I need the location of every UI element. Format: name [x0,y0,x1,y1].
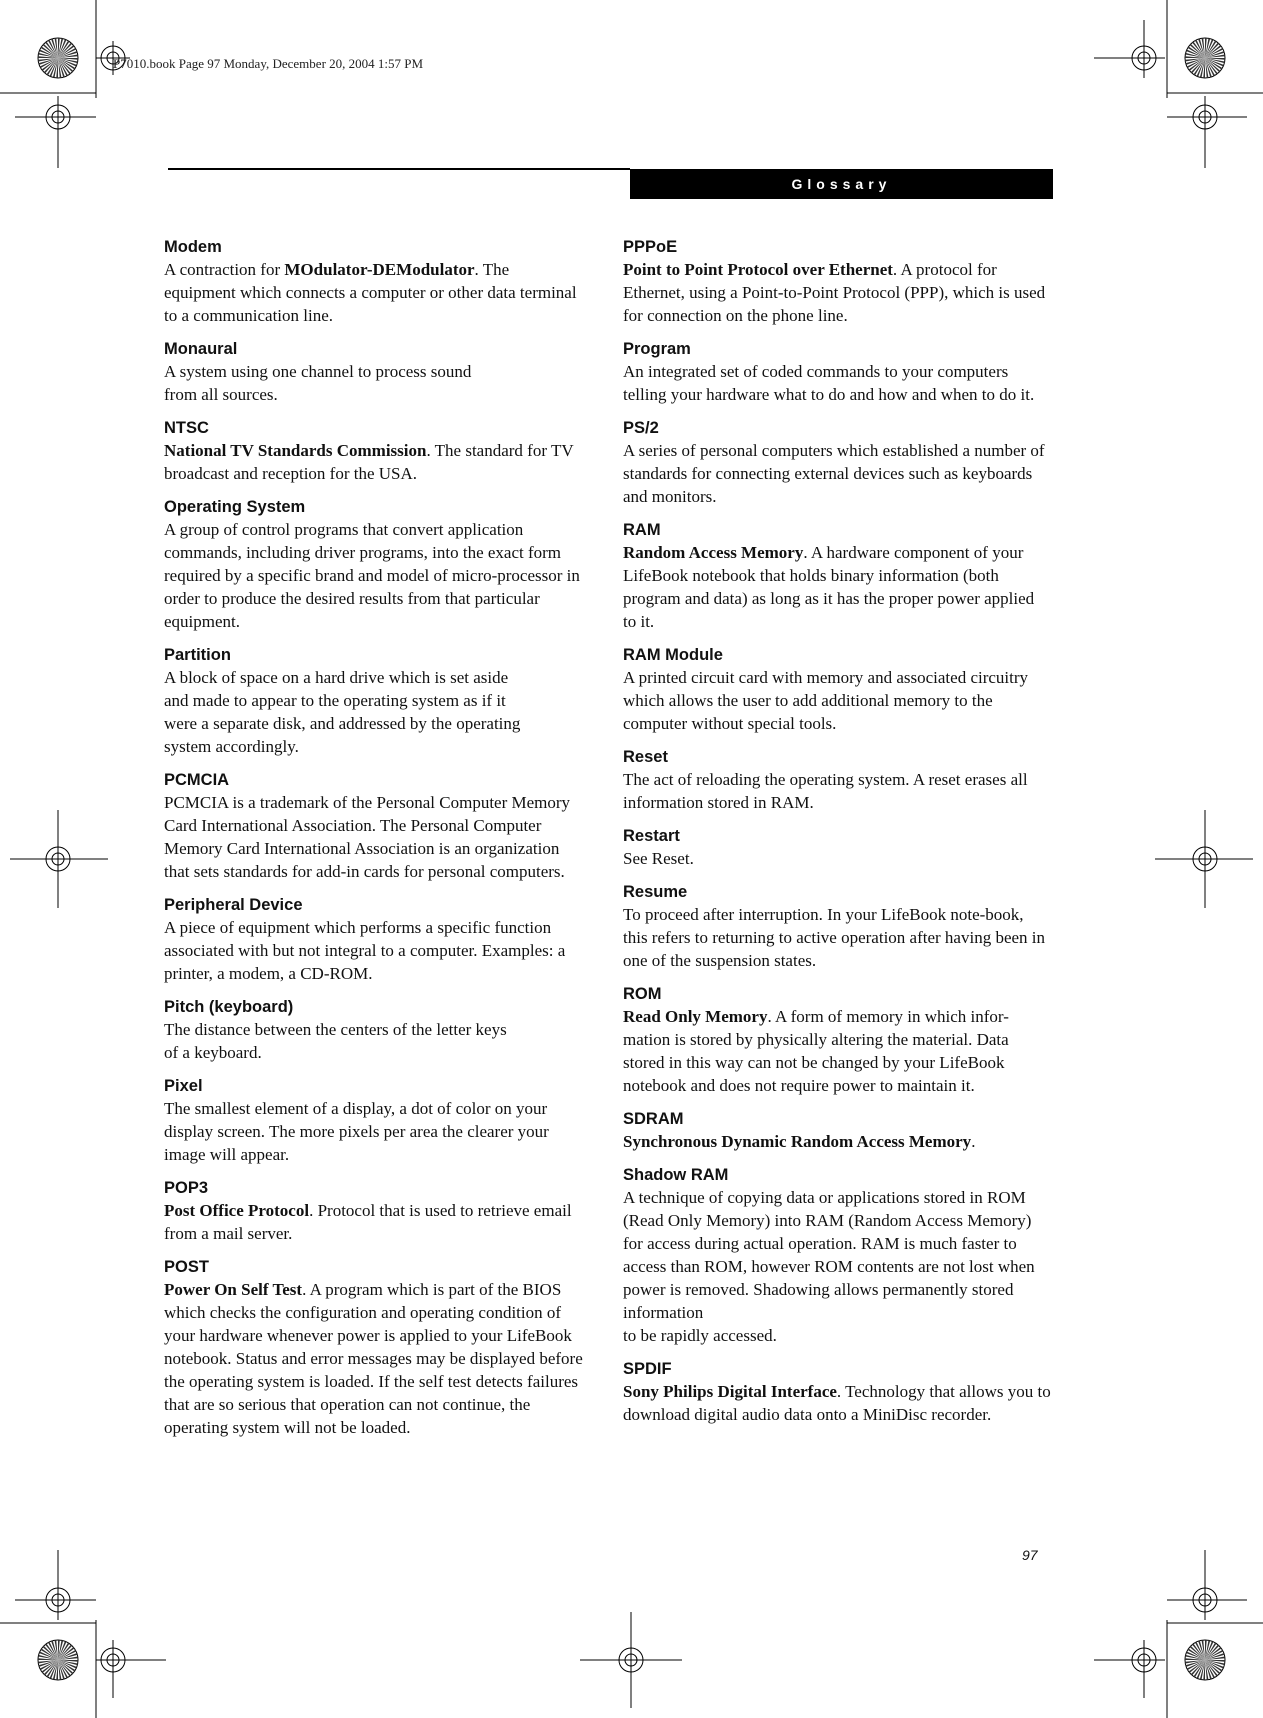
starburst-ray [1203,58,1205,78]
glossary-entry [623,338,1051,406]
glossary-term: Reset [623,748,668,766]
definition-text: . A program which is part of the BIOS which checks the configuration and operating condition of your hardware whenever power is applied to your LifeBook notebook. Status and error messages may be displayed before the operating system is loaded. If the self test detects failures that are so serious that operation can not continue, the operating system will not be loaded. [164,1280,583,1437]
crosshair-mark-top-left-b [0,93,96,168]
glossary-entry [623,644,1051,735]
starburst-ray [1185,56,1205,58]
starburst-ray [1194,1660,1205,1677]
starburst-ray [38,1660,58,1663]
starburst-ray [1205,45,1221,58]
starburst-ray [48,1642,58,1660]
starburst-ray [38,53,58,58]
starburst-ray [1205,58,1220,72]
starburst-ray [1186,1652,1205,1660]
starburst-ray [1205,58,1212,77]
starburst-ray [1205,1657,1225,1660]
starburst-ray [1205,1660,1212,1679]
glossary-entry [164,996,584,1064]
starburst-ray [38,58,58,61]
starburst-ray [1205,1641,1213,1660]
definition-text: A printed circuit card with memory and associated circuitry which allows the user to add additional memory to the computer without special tools. [623,668,1029,733]
starburst-ray [58,1650,76,1660]
glossary-definition [164,666,584,758]
definition-text: from all sources. [164,385,278,404]
glossary-entry [164,644,584,758]
definition-text: . A form of memory in which infor-mation is stored by physically altering the material. Data stored in this way can not be changed by your LifeBook notebook and does not require power to maintain it. [623,1007,1009,1095]
starburst-mark-top-left [38,38,78,78]
glossary-entry [623,983,1051,1097]
starburst-ray [1205,58,1222,69]
crosshair-mark-mid-left [10,810,108,908]
definition-acronym-expansion: Synchronous Dynamic Random Access Memory [623,1132,972,1151]
definition-text: . The standard for TV broadcast and reception for the USA. [164,441,574,483]
starburst-ray [1205,38,1207,58]
glossary-definition [164,791,584,883]
starburst-ray [1185,58,1205,61]
starburst-ray [1197,1660,1205,1679]
definition-text: A series of personal computers which established a number of standards for connecting external devices such as keyboards and monitors. [623,441,1045,506]
crosshair-mark-bottom-center [580,1612,682,1708]
glossary-entry [623,1358,1051,1426]
glossary-entry [164,894,584,985]
definition-text: were a separate disk, and addressed by the operating [164,714,521,733]
starburst-ray [1205,58,1208,78]
starburst-ray [55,1640,58,1660]
glossary-term: Monaural [164,340,238,358]
starburst-ray [1186,58,1205,65]
glossary-definition [623,847,1051,870]
glossary-entry [164,417,584,485]
glossary-term: Restart [623,827,680,845]
starburst-ray [45,1644,58,1660]
glossary-definition [623,439,1051,508]
starburst-ray [58,48,76,58]
starburst-ray [41,47,58,58]
glossary-term: PS/2 [623,419,659,437]
starburst-ray [38,1658,58,1660]
glossary-definition [164,439,584,485]
starburst-ray [58,58,65,77]
glossary-entry [623,746,1051,814]
glossary-definition [164,1018,584,1064]
starburst-ray [1205,41,1216,58]
starburst-ray [58,1647,74,1660]
glossary-definition [164,360,584,406]
starburst-ray [47,1660,58,1677]
glossary-term: NTSC [164,419,209,437]
glossary-definition [623,768,1051,814]
starburst-ray [58,1640,60,1660]
starburst-ray [1188,47,1205,58]
glossary-term: RAM [623,521,661,539]
glossary-definition [623,1130,1051,1153]
starburst-ray [1186,50,1205,58]
starburst-ray [50,58,58,77]
starburst-ray [1203,1660,1205,1680]
starburst-ray [1205,58,1225,60]
glossary-term: Operating System [164,498,306,516]
glossary-entry [623,825,1051,870]
glossary-definition [623,666,1051,735]
starburst-ray [44,58,58,73]
starburst-ray [1191,58,1205,73]
starburst-ray [58,58,77,66]
starburst-ray [1200,58,1205,78]
starburst-ray [1191,1660,1205,1675]
starburst-ray [58,1640,63,1660]
definition-text: A technique of copying data or applications stored in ROM (Read Only Memory) into RAM (Random Access Memory) for access during actual operation. RAM is much faster to access than ROM, however ROM contents are not lost when power is removed. Shadowing allows permanently stored information [623,1188,1035,1322]
glossary-term: Modem [164,238,222,256]
starburst-ray [58,58,73,72]
starburst-ray [1205,1653,1224,1660]
crosshair-mark-bottom-left-b [15,1600,166,1718]
print-slug: P7010.book Page 97 Monday, December 20, 2004 1:57 PM [113,56,424,71]
starburst-ray [1205,1647,1221,1660]
starburst-ray [1189,58,1205,71]
crosshair-mark-bottom-right-a [1167,1550,1263,1623]
starburst-ray [1192,1644,1205,1660]
starburst-ray [58,45,74,58]
starburst-ray [58,1660,75,1671]
starburst-ray [1198,39,1205,58]
definition-text: . Technology that allows you to download digital audio data onto a MiniDisc recorder. [623,1382,1051,1424]
starburst-ray [58,58,71,74]
definition-acronym-expansion: Point to Point Protocol over Ethernet [623,260,893,279]
glossary-entry [164,338,584,406]
starburst-ray [58,58,75,69]
glossary-definition [164,1199,584,1245]
glossary-entry [164,1177,584,1245]
glossary-term: Resume [623,883,688,901]
glossary-entry [623,1164,1051,1347]
starburst-ray [1205,43,1219,58]
starburst-ray [1186,1660,1205,1667]
definition-text: . Protocol that is used to retrieve email from a mail server. [164,1201,572,1243]
starburst-ray [1205,1660,1218,1676]
crosshair-mark-top-right-b [1167,93,1263,168]
starburst-ray [1202,38,1205,58]
definition-text: to be rapidly accessed. [623,1326,777,1345]
starburst-ray [1205,1660,1220,1674]
definition-text: To proceed after interruption. In your LifeBook note-book, this refers to returning to active operation after having been in one of the suspension states. [623,905,1046,970]
starburst-ray [39,1660,58,1667]
starburst-ray [1205,1660,1224,1668]
starburst-ray [1197,58,1205,77]
section-header: Glossary [630,169,1053,199]
starburst-ray [38,1655,58,1660]
glossary-column-left [164,236,584,1450]
starburst-ray [58,58,78,63]
starburst-mark-bottom-left [38,1640,78,1680]
glossary-entry [623,417,1051,508]
page-number: 97 [1022,1547,1038,1563]
starburst-ray [1190,1646,1205,1660]
glossary-entry [164,769,584,883]
starburst-ray [58,1660,65,1679]
crosshair-mark-mid-right [1155,810,1253,908]
starburst-ray [39,58,58,65]
definition-acronym-expansion: Post Office Protocol [164,1201,310,1220]
definition-text: PCMCIA is a trademark of the Personal Computer Memory Card International Association. The Personal Computer Memory Card International Association is an organization that sets standards for add-in cards for personal computers. [164,793,571,881]
definition-text: The smallest element of a display, a dot of color on your display screen. The more pixels per area the clearer your image will appear. [164,1099,549,1164]
definition-text: A block of space on a hard drive which is set aside [164,668,509,687]
glossary-entry [164,496,584,633]
crosshair-mark-bottom-left-a [0,1550,96,1623]
starburst-ray [1185,53,1205,58]
crosshair-mark-bottom-right-b [1094,1600,1247,1718]
starburst-ray [56,58,58,78]
starburst-ray [58,1660,61,1680]
definition-text: of a keyboard. [164,1043,262,1062]
definition-text: An integrated set of coded commands to your computers telling your hardware what to do and how and when to do it. [623,362,1035,404]
definition-text: A contraction for [164,260,285,279]
starburst-ray [40,58,58,68]
starburst-ray [1189,1660,1205,1673]
glossary-definition [623,1005,1051,1097]
glossary-definition [164,518,584,633]
glossary-term: Partition [164,646,231,664]
starburst-ray [58,41,69,58]
definition-text: . A protocol for Ethernet, using a Point-to-Point Protocol (PPP), which is used for connection on the phone line. [623,260,1046,325]
starburst-ray [1205,48,1223,58]
starburst-ray [58,1645,72,1660]
definition-acronym-expansion: Random Access Memory [623,543,804,562]
definition-acronym-expansion: Sony Philips Digital Interface [623,1382,837,1401]
starburst-ray [58,1653,77,1660]
starburst-ray [39,1652,58,1660]
starburst-ray [55,38,58,58]
glossary-term: ROM [623,985,662,1003]
starburst-mark-top-right [1185,38,1225,78]
starburst-ray [50,1660,58,1679]
starburst-ray [1205,1660,1208,1680]
starburst-ray [47,58,58,75]
starburst-ray [58,1660,73,1674]
starburst-ray [58,1660,71,1676]
definition-text: A system using one channel to process sound [164,362,472,381]
starburst-ray [1205,1640,1210,1660]
definition-text: system accordingly. [164,737,299,756]
glossary-term: RAM Module [623,646,723,664]
starburst-ray [39,50,58,58]
starburst-ray [58,1657,78,1660]
starburst-ray [53,1660,58,1680]
starburst-ray [58,1643,69,1660]
glossary-term: Pixel [164,1077,203,1095]
starburst-ray [58,1660,78,1665]
starburst-ray [42,1660,58,1673]
glossary-term: SDRAM [623,1110,684,1128]
starburst-ray [1205,58,1215,76]
starburst-ray [43,1646,58,1660]
glossary-entry [623,519,1051,633]
definition-text: A group of control programs that convert application commands, including driver programs, into the exact form required by a specific brand and model of micro-processor in order to produce the desired results from that particular equipment. [164,520,580,631]
starburst-ray [1195,1642,1205,1660]
starburst-ray [41,1649,58,1660]
starburst-ray [58,43,72,58]
starburst-ray [1205,1643,1216,1660]
glossary-definition [623,1380,1051,1426]
starburst-ray [1205,1660,1225,1665]
glossary-term: Program [623,340,691,358]
starburst-ray [42,58,58,71]
starburst-ray [1205,1660,1215,1678]
definition-acronym-expansion: Power On Self Test [164,1280,303,1299]
glossary-entry [623,881,1051,972]
definition-text: A piece of equipment which performs a specific function associated with but not integral to a computer. Examples: a printer, a modem, a CD-ROM. [164,918,566,983]
header-rule [168,168,630,170]
glossary-definition [623,903,1051,972]
starburst-ray [58,1660,68,1678]
starburst-ray [1200,1660,1205,1680]
starburst-ray [58,58,61,78]
glossary-entry [623,1108,1051,1153]
glossary-entry [623,236,1051,327]
starburst-ray [58,58,78,60]
starburst-ray [1205,58,1218,74]
starburst-ray [44,1660,58,1675]
starburst-ray [1187,1660,1205,1670]
glossary-entry [164,1256,584,1439]
definition-text: . The equipment which connects a computer or other data terminal to a communication line. [164,260,577,325]
starburst-ray [1205,1645,1219,1660]
starburst-ray [1205,38,1210,58]
starburst-ray [40,1660,58,1670]
starburst-ray [58,1641,66,1660]
starburst-ray [1205,58,1224,66]
starburst-ray [58,38,63,58]
definition-text: The distance between the centers of the letter keys [164,1020,507,1039]
starburst-ray [1192,42,1205,58]
glossary-definition [623,1186,1051,1347]
starburst-ray [58,39,66,58]
starburst-ray [58,38,60,58]
glossary-term: SPDIF [623,1360,672,1378]
glossary-definition [623,541,1051,633]
starburst-ray [48,40,58,58]
definition-text: See Reset. [623,849,694,868]
definition-acronym-expansion: MOdulator-DEModulator [284,260,475,279]
starburst-ray [1205,1660,1225,1662]
starburst-ray [1190,44,1205,58]
glossary-definition [164,916,584,985]
starburst-ray [1205,51,1224,58]
starburst-ray [43,44,58,58]
glossary-term: POP3 [164,1179,209,1197]
starburst-ray [1202,1640,1205,1660]
starburst-ray [1185,1658,1205,1660]
glossary-definition [623,258,1051,327]
starburst-ray [58,58,68,76]
starburst-ray [58,51,77,58]
starburst-ray [58,1660,77,1668]
glossary-term: PCMCIA [164,771,230,789]
glossary-term: Peripheral Device [164,896,303,914]
starburst-mark-bottom-right [1185,1640,1225,1680]
definition-text: and made to appear to the operating system as if it [164,691,506,710]
starburst-ray [1205,55,1225,58]
glossary-definition [623,360,1051,406]
starburst-ray [51,1641,58,1660]
starburst-ray [58,55,78,58]
starburst-ray [1205,39,1213,58]
starburst-ray [45,42,58,58]
starburst-ray [1205,58,1225,63]
definition-text: . [971,1132,976,1151]
glossary-term: Shadow RAM [623,1166,729,1184]
glossary-definition [164,1278,584,1439]
starburst-ray [1185,1660,1205,1663]
starburst-ray [1195,40,1205,58]
crosshair-mark-top-right-a [1094,0,1247,117]
glossary-term: PPPoE [623,238,678,256]
definition-acronym-expansion: Read Only Memory [623,1007,768,1026]
starburst-ray [56,1660,58,1680]
glossary-column-right [623,236,1051,1437]
glossary-entry [164,236,584,327]
starburst-ray [1198,1641,1205,1660]
starburst-ray [51,39,58,58]
definition-text: . A hardware component of your LifeBook notebook that holds binary information (both program and data) as long as it has the proper power applied to it. [623,543,1035,631]
starburst-ray [1185,1655,1205,1660]
starburst-ray [1205,1640,1207,1660]
starburst-ray [1194,58,1205,75]
starburst-ray [1188,1649,1205,1660]
glossary-definition [164,1097,584,1166]
starburst-ray [38,56,58,58]
starburst-ray [1205,1660,1222,1671]
starburst-ray [58,1660,78,1662]
starburst-ray [1187,58,1205,68]
glossary-term: POST [164,1258,209,1276]
glossary-definition [164,258,584,327]
starburst-ray [1205,1650,1223,1660]
glossary-term: Pitch (keyboard) [164,998,294,1016]
starburst-ray [53,58,58,78]
glossary-entry [164,1075,584,1166]
definition-acronym-expansion: National TV Standards Commission [164,441,427,460]
definition-text: The act of reloading the operating system. A reset erases all information stored in RAM. [623,770,1028,812]
